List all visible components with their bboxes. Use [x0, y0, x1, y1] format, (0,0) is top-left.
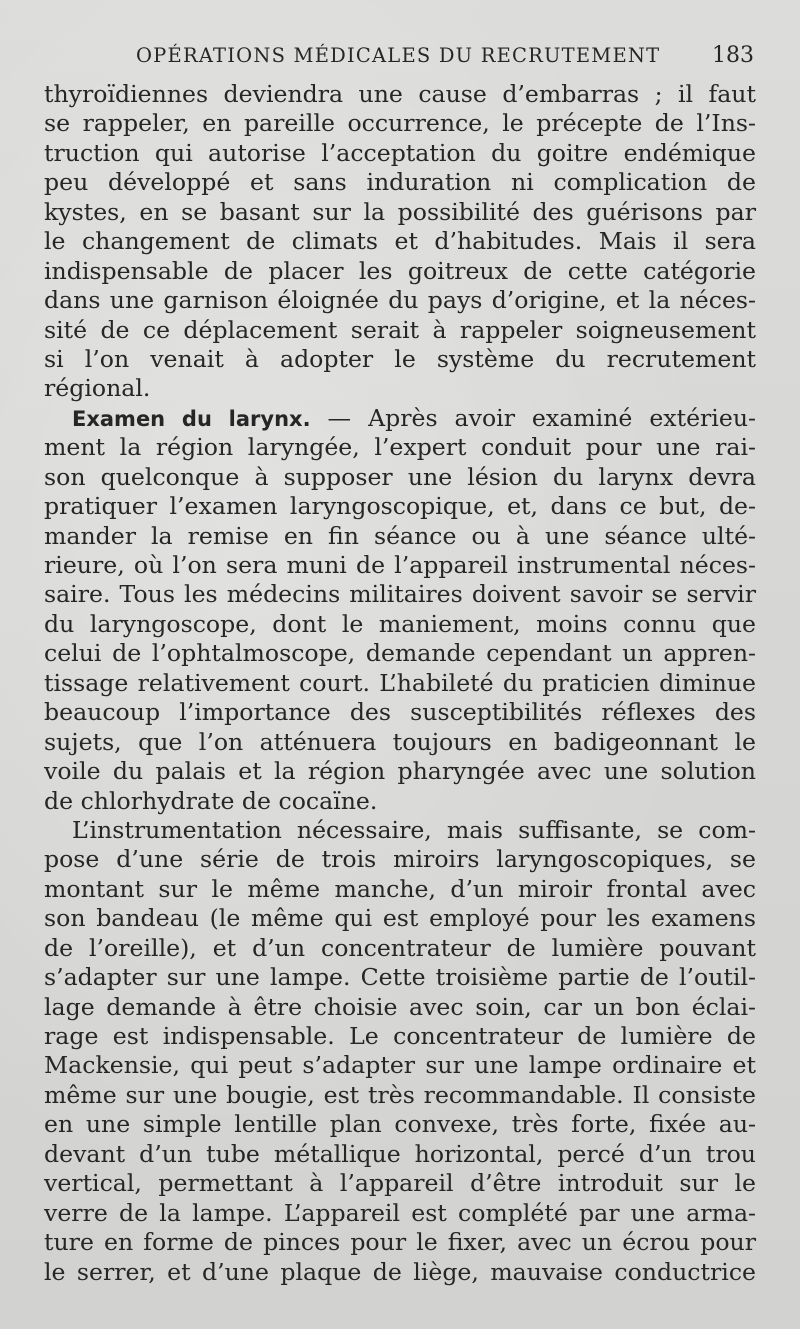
text-line: son quelconque à supposer une lésion du larynx devra: [44, 462, 756, 491]
text-line: le serrer, et d’une plaque de liège, mauvaise conductrice: [44, 1257, 756, 1286]
text-line: ment la région laryngée, l’expert conduit pour une rai-: [44, 433, 756, 462]
text-line: lage demande à être choisie avec soin, car un bon éclai-: [44, 992, 756, 1021]
text-line: peu développé et sans induration ni complication de: [44, 168, 756, 197]
text-line: montant sur le même manche, d’un miroir frontal avec: [44, 874, 756, 903]
text-line: en une simple lentille plan convexe, très forte, fixée au-: [44, 1110, 756, 1139]
text-line: sité de ce déplacement serait à rappeler soigneusement: [44, 315, 756, 344]
text-line: dans une garnison éloignée du pays d’origine, et la néces-: [44, 286, 756, 315]
text-line: celui de l’ophtalmoscope, demande cependant un appren-: [44, 639, 756, 668]
text-line: sujets, que l’on atténuera toujours en badigeonnant le: [44, 727, 756, 756]
page-number: 183: [712, 42, 754, 68]
text-line: même sur une bougie, est très recommandable. Il consiste: [44, 1080, 756, 1109]
text-line: si l’on venait à adopter le système du recrutement: [44, 344, 756, 373]
text-line: indispensable de placer les goitreux de cette catégorie: [44, 256, 756, 285]
text-line: son bandeau (le même qui est employé pour les examens: [44, 904, 756, 933]
text-line: Mackensie, qui peut s’adapter sur une lampe ordinaire et: [44, 1051, 756, 1080]
text-line: ture en forme de pinces pour le fixer, avec un écrou pour: [44, 1228, 756, 1257]
text-line: se rappeler, en pareille occurrence, le précepte de l’Ins-: [44, 109, 756, 138]
running-head: [136, 38, 754, 72]
text-line: verre de la lampe. L’appareil est complété par une arma-: [44, 1198, 756, 1227]
text-line: de chlorhydrate de cocaïne.: [44, 786, 378, 815]
text-line: thyroïdiennes deviendra une cause d’embarras ; il faut: [44, 80, 756, 108]
text-line: régional.: [44, 374, 151, 403]
body-text: [44, 80, 756, 1287]
text-line: L’instrumentation nécessaire, mais suffisante, se com-: [72, 815, 756, 844]
text-line: rieure, où l’on sera muni de l’appareil instrumental néces-: [44, 551, 756, 579]
text-line: tissage relativement court. L’habileté du praticien diminue: [44, 668, 756, 697]
section-heading: Examen du larynx.: [72, 406, 311, 431]
text-line: le changement de climats et d’habitudes. Mais il sera: [44, 227, 756, 256]
section-heading-line: [44, 404, 756, 433]
text-line: pratiquer l’examen laryngoscopique, et, dans ce but, de-: [44, 492, 756, 521]
text-line: voile du palais et la région pharyngée avec une solution: [44, 757, 756, 786]
text-line: rage est indispensable. Le concentrateur de lumière de: [44, 1022, 756, 1050]
text-line: beaucoup l’importance des susceptibilités réflexes des: [44, 698, 756, 727]
section-lead-text: — Après avoir examiné extérieu-: [310, 403, 756, 432]
text-line: du laryngoscope, dont le maniement, moins connu que: [44, 609, 756, 638]
text-line: truction qui autorise l’acceptation du goitre endémique: [44, 138, 756, 167]
text-line: mander la remise en fin séance ou à une séance ulté-: [44, 521, 756, 550]
text-line: pose d’une série de trois miroirs laryngoscopiques, se: [44, 845, 756, 874]
text-line: kystes, en se basant sur la possibilité des guérisons par: [44, 197, 756, 226]
text-line: vertical, permettant à l’appareil d’être introduit sur le: [44, 1169, 756, 1198]
text-line: saire. Tous les médecins militaires doivent savoir se servir: [44, 580, 756, 609]
running-title: OPÉRATIONS MÉDICALES DU RECRUTEMENT: [136, 43, 661, 67]
text-line: de l’oreille), et d’un concentrateur de lumière pouvant: [44, 933, 756, 962]
text-line: s’adapter sur une lampe. Cette troisième partie de l’outil-: [44, 963, 756, 992]
text-line: devant d’un tube métallique horizontal, percé d’un trou: [44, 1139, 756, 1168]
